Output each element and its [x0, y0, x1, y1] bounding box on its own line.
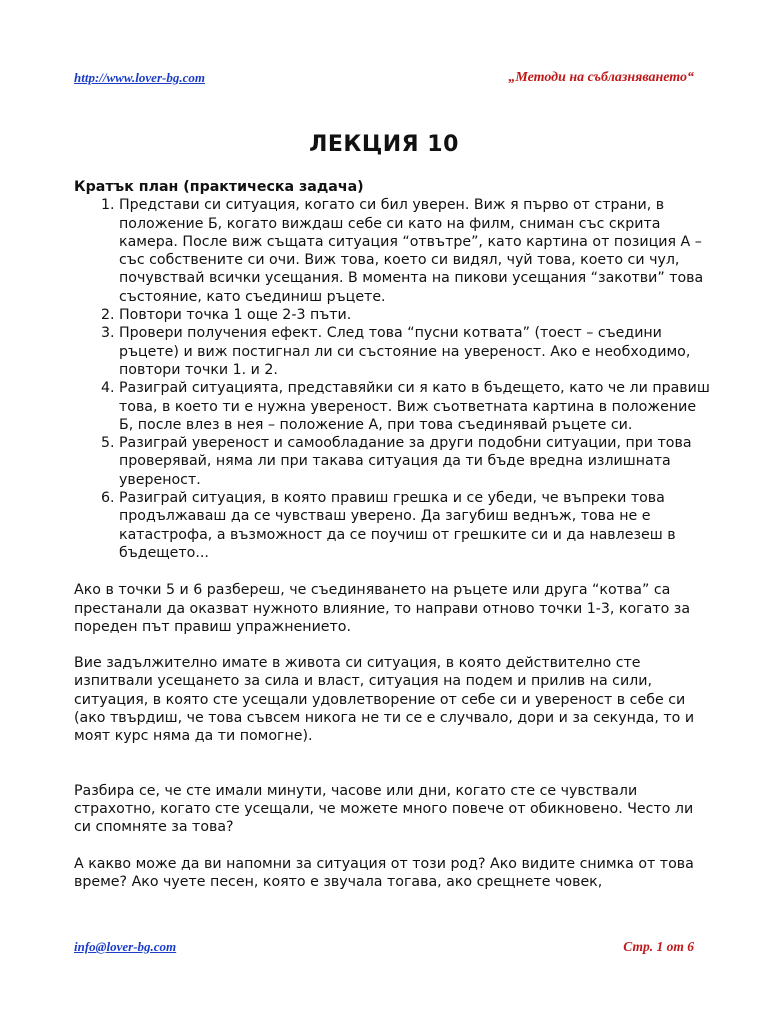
footer-page-number: Стр. 1 от 6 [623, 939, 694, 954]
header-url-link[interactable]: http://www.lover-bg.com [74, 70, 205, 85]
plan-step-5: 5. Разиграй увереност и самообладание за други подобни ситуации, при това проверявай, няма ли при такава ситуация да ти бъде вредна излишната увереност. [119, 434, 710, 489]
plan-step-4: 4. Разиграй ситуацията, представяйки си я като в бъдещето, като че ли правиш това, в което ти е нужна увереност. Виж съответната картина в положение Б, после влез в нея – положение А, при това съединявай ръцете си. [119, 379, 710, 434]
document-body [74, 178, 710, 891]
paragraph-power-situation: Вие задължително имате в живота си ситуация, в която действително сте изпитвали усещането за сила и власт, ситуация на подем и прилив на сили, ситуация, в която сте усещали удовлетворение от себе си и увереност в себе си (ако твърдиш, че това съвсем никога не ти се е случвало, дори и за секунда, то и моят курс няма да ти помогне). [74, 655, 695, 745]
paragraph-reminders: А какво може да ви напомни за ситуация от този род? Ако видите снимка от това време? Ако чуете песен, която е звучала тогава, ако срещнете човек, [74, 855, 694, 890]
plan-step-2: 2. Повтори точка 1 още 2-3 пъти. [119, 306, 710, 324]
header-document-title: „Методи на съблазняването“ [508, 70, 694, 85]
footer-email-link[interactable]: info@lover-bg.com [74, 939, 177, 954]
paragraph-anchor-note: Ако в точки 5 и 6 разбереш, че съединяването на ръцете или друга “котва” са престанали да оказват нужното влияние, то направи отново точки 1-3, когато за пореден път правиш упражнението. [74, 582, 691, 635]
paragraph-great-moments: Разбира се, че сте имали минути, часове или дни, когато сте се чувствали страхотно, когато сте усещали, че можете много повече от обикновено. Често ли си спомняте за това? [74, 782, 694, 836]
lecture-title: ЛЕКЦИЯ 10 [309, 132, 459, 157]
plan-steps-list [74, 196, 710, 562]
plan-step-6: 6. Разиграй ситуация, в която правиш грешка и се убеди, че въпреки това продължаваш да се чувстваш уверено. Да загубиш веднъж, това не е катастрофа, а възможност да се поучиш от грешките си и да навлезеш в бъдещето... [119, 489, 710, 562]
plan-step-3: 3. Провери получения ефект. След това “пусни котвата” (тоест – съедини ръцете) и виж постигнал ли си състояние на увереност. Ако е необходимо, повтори точки 1. и 2. [119, 324, 710, 379]
plan-heading: Кратък план (практическа задача) [74, 179, 364, 195]
plan-step-1: 1. Представи си ситуация, когато си бил уверен. Виж я първо от страни, в положение Б, когато виждаш себе си като на филм, сниман със скрита камера. После виж същата ситуация “отвътре”, като картина от позиция А – със собствените си очи. Виж това, което си видял, чуй това, което си чул, почувствай всички усещания. В момента на пикови усещания “закотви” това състояние, като съединиш ръцете. [119, 196, 710, 306]
